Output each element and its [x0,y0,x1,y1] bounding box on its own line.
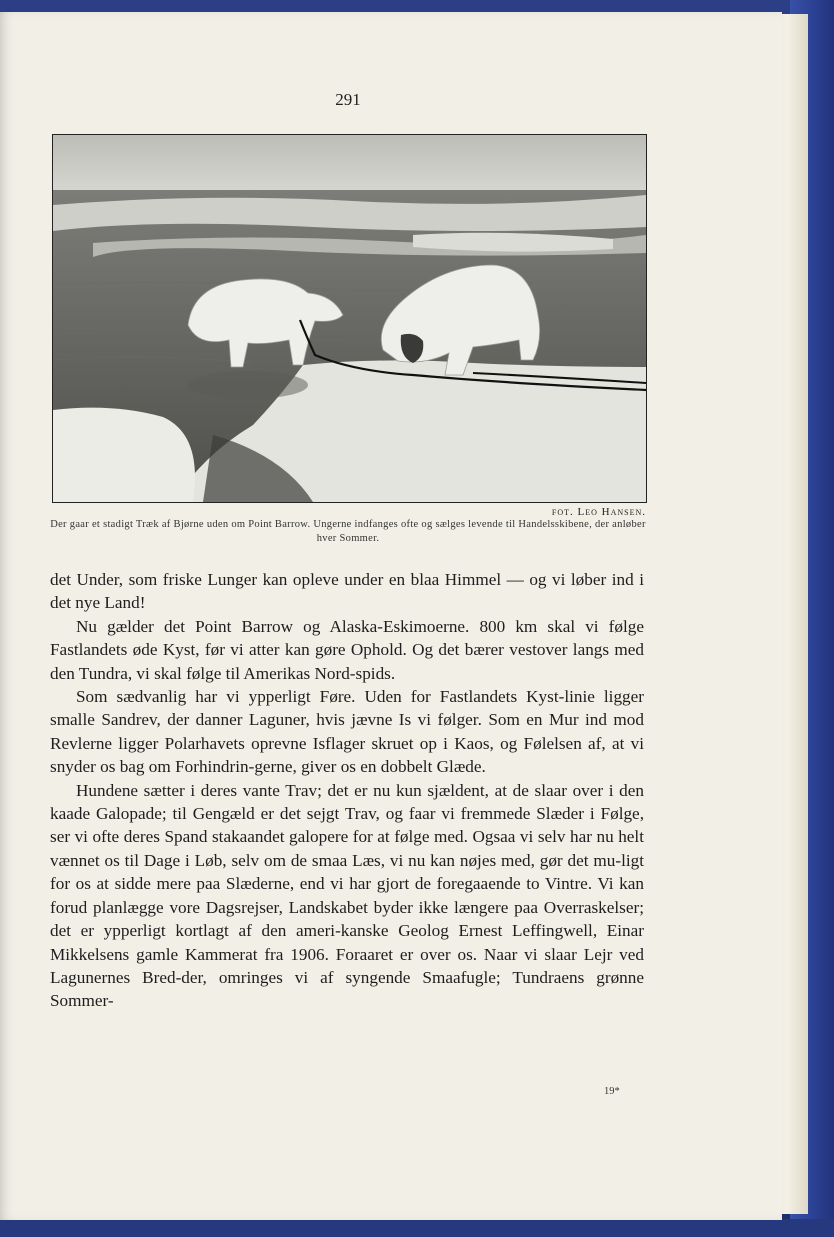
polar-bear-photo-image [53,135,646,502]
paragraph: Som sædvanlig har vi ypperligt Føre. Uden for Fastlandets Kyst-linie ligger smalle Sandrev, der danner Laguner, hvis jævne Is vi følger. Som en Mur ind mod Revlerne ligger Polarhavets oprevne Isflager skruet op i Kaos, og Følelsen af, at vi snyder os bag om Forhindrin-gerne, giver os en dobbelt Glæde. [50,687,644,777]
photo-caption: Der gaar et stadigt Træk af Bjørne uden om Point Barrow. Ungerne indfanges ofte og sælges levende til Handelsskibene, der anløber hver Sommer. [50,519,646,544]
book-page [0,12,782,1220]
body-text [50,568,644,1013]
paragraph: det Under, som friske Lunger kan opleve under en blaa Himmel — og vi løber ind i det nye Land! [50,570,644,613]
printer-signature-mark: 19* [604,1086,620,1097]
book-cover-bottom [0,1219,834,1237]
paragraph: Hundene sætter i deres vante Trav; det er nu kun sjældent, at de slaar over i den kaade Galopade; til Gengæld er det sejgt Trav, og faar vi fremmede Slæder i Følge, ser vi ofte deres Spand stakaandet galopere for at følge med. Ogsaa vi selv har nu helt vænnet os til Dage i Løb, selv om de smaa Læs, vi nu kan nøjes med, gør det mu-ligt for os at sidde mere paa Slæderne, end vi har gjort de foregaaende to Vintre. Vi kan forud planlægge vore Dagsrejser, Landskabet byder ikke længere paa Overraskelser; det er ypperligt kortlagt af den ameri-kanske Geolog Ernest Leffingwell, Einar Mikkelsens gamle Kammerat fra 1906. Foraaret er over os. Naar vi slaar Lejr ved Lagunernes Bred-der, omringes vi af syngende Smaafugle; Tundraens grønne Sommer- [50,780,644,1011]
polar-bear-photo [52,134,647,503]
photo-credit: fot. Leo Hansen. [551,506,646,518]
paragraph: Nu gælder det Point Barrow og Alaska-Eskimoerne. 800 km skal vi følge Fastlandets øde Kyst, før vi atter kan gøre Ophold. Og det bærer vestover langs med den Tundra, vi skal følge til Amerikas Nord-spids. [50,616,644,683]
page-number: 291 [335,90,361,109]
